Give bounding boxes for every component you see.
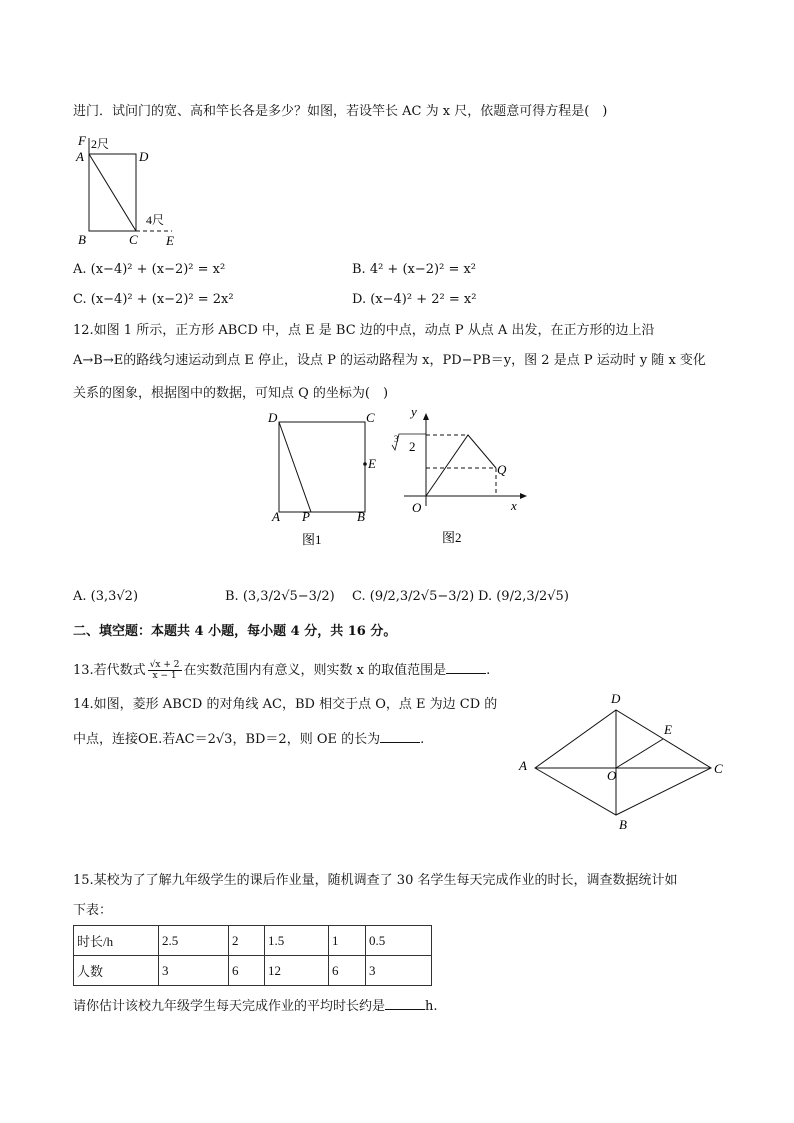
- q15-line2: 下表：: [73, 903, 113, 918]
- q14-end: .: [420, 732, 425, 747]
- graph-line: [426, 435, 496, 496]
- label-D: D: [139, 149, 149, 164]
- label-C: C: [714, 761, 723, 776]
- table-cell: 人数: [74, 956, 159, 986]
- label-A: A: [76, 149, 84, 164]
- q15-table: [73, 925, 432, 986]
- q14-answer-blank[interactable]: [380, 730, 420, 743]
- q15-unit: h.: [425, 999, 438, 1014]
- q13-post: 在实数范围内有意义，则实数 x 的取值范围是: [183, 663, 447, 678]
- label-x: x: [511, 498, 517, 513]
- q15-line3-wrap: [73, 997, 438, 1016]
- label-E: E: [368, 456, 376, 471]
- q14-line2: 中点，连接OE.若AC＝2√3，BD＝2，则 OE 的长为: [73, 732, 381, 747]
- label-E: E: [664, 722, 672, 737]
- rhombus-abcd: [535, 710, 711, 815]
- figure1-caption: 图1: [302, 532, 322, 547]
- q12-option-c: C. (9/2,3/2√5−3/2): [352, 589, 475, 604]
- label-B: B: [619, 817, 627, 832]
- q15-line1: 15.某校为了了解九年级学生的课后作业量，随机调查了 30 名学生每天完成作业的时长，调查数据统计如: [73, 873, 678, 888]
- y-axis-arrow: [423, 413, 429, 420]
- label-B: B: [78, 232, 86, 247]
- q13-fraction: [148, 660, 182, 681]
- segment-oe: [616, 739, 663, 768]
- q14-line2-wrap: [73, 730, 424, 749]
- q11-option-c: C. (x−4)² + (x−2)² = 2x²: [73, 292, 234, 307]
- q12-figure1: [262, 406, 392, 551]
- q11-option-a: A. (x−4)² + (x−2)² = x²: [73, 262, 226, 277]
- label-C: C: [129, 232, 138, 247]
- q12-line3: 关系的图象，根据图中的数据，可知点 Q 的坐标为( ): [73, 386, 389, 401]
- q11-stem: 进门．试问门的宽、高和竿长各是多少？如图，若设竿长 AC 为 x 尺，依题意可得方程是( ): [73, 104, 608, 119]
- q14-line1: 14.如图，菱形 ABCD 的对角线 AC，BD 相交于点 O，点 E 为边 CD 的: [73, 697, 498, 712]
- table-cell: 6: [229, 956, 265, 986]
- label-O: O: [607, 768, 617, 783]
- label-F: F: [78, 133, 86, 148]
- section-heading: 二、填空题：本题共 4 小题，每小题 4 分，共 16 分。: [73, 624, 397, 639]
- figure2-caption: 图2: [442, 530, 462, 545]
- q13-numerator: √x + 2: [149, 660, 180, 670]
- table-cell: 6: [329, 956, 366, 986]
- pole-line: [89, 154, 136, 231]
- table-cell: 1: [329, 926, 366, 956]
- label-C: C: [366, 410, 375, 425]
- point-e: [363, 462, 367, 466]
- table-row: [74, 926, 432, 956]
- q13-line: [73, 660, 490, 681]
- table-cell: 0.5: [366, 926, 432, 956]
- table-cell: 2: [229, 926, 265, 956]
- label-y: y: [411, 406, 417, 419]
- q13-denominator: x − 1: [152, 671, 177, 681]
- q11-figure: [70, 128, 200, 253]
- label-root-index: 3: [394, 434, 399, 444]
- q12-line2: A→B→E的路线匀速运动到点 E 停止，设点 P 的运动路程为 x，PD−PB＝y，图 2 是点 P 运动时 y 随 x 变化: [73, 353, 706, 368]
- table-cell: 时长/h: [74, 926, 159, 956]
- label-A: A: [519, 758, 527, 773]
- table-cell: 3: [159, 956, 229, 986]
- label-B: B: [357, 509, 365, 524]
- label-2: 2: [409, 439, 416, 454]
- label-P: P: [302, 509, 310, 524]
- q11-option-b: B. 4² + (x−2)² = x²: [352, 262, 477, 277]
- table-cell: 12: [265, 956, 329, 986]
- q12-option-d: D. (9/2,3/2√5): [478, 589, 569, 604]
- q13-pre: 13.若代数式: [73, 663, 146, 678]
- label-Q: Q: [497, 462, 507, 477]
- q13-answer-blank[interactable]: [446, 661, 486, 674]
- label-D: D: [611, 691, 621, 706]
- x-axis-arrow: [520, 493, 527, 499]
- q15-line3: 请你估计该校九年级学生每天完成作业的平均时长约是: [73, 999, 386, 1014]
- label-D: D: [268, 410, 278, 425]
- label-2chi: 2尺: [91, 137, 110, 151]
- table-row: [74, 956, 432, 986]
- table-cell: 2.5: [159, 926, 229, 956]
- square-abcd: [279, 422, 365, 512]
- table-cell: 3: [366, 956, 432, 986]
- q12-figure2: [388, 406, 538, 551]
- q13-end: .: [486, 663, 491, 678]
- label-A: A: [272, 509, 280, 524]
- label-O: O: [412, 500, 422, 515]
- q15-answer-blank[interactable]: [385, 997, 425, 1010]
- label-4chi: 4尺: [146, 213, 165, 227]
- table-cell: 1.5: [265, 926, 329, 956]
- q14-figure: [508, 690, 733, 835]
- q11-option-d: D. (x−4)² + 2² = x²: [352, 292, 477, 307]
- segment-pd: [279, 422, 311, 512]
- q12-option-b: B. (3,3/2√5−3/2): [225, 589, 335, 604]
- q12-line1: 12.如图 1 所示，正方形 ABCD 中，点 E 是 BC 边的中点，动点 P 从点 A 出发，在正方形的边上沿: [73, 323, 655, 338]
- q12-option-a: A. (3,3√2): [73, 589, 139, 604]
- label-E: E: [166, 233, 174, 248]
